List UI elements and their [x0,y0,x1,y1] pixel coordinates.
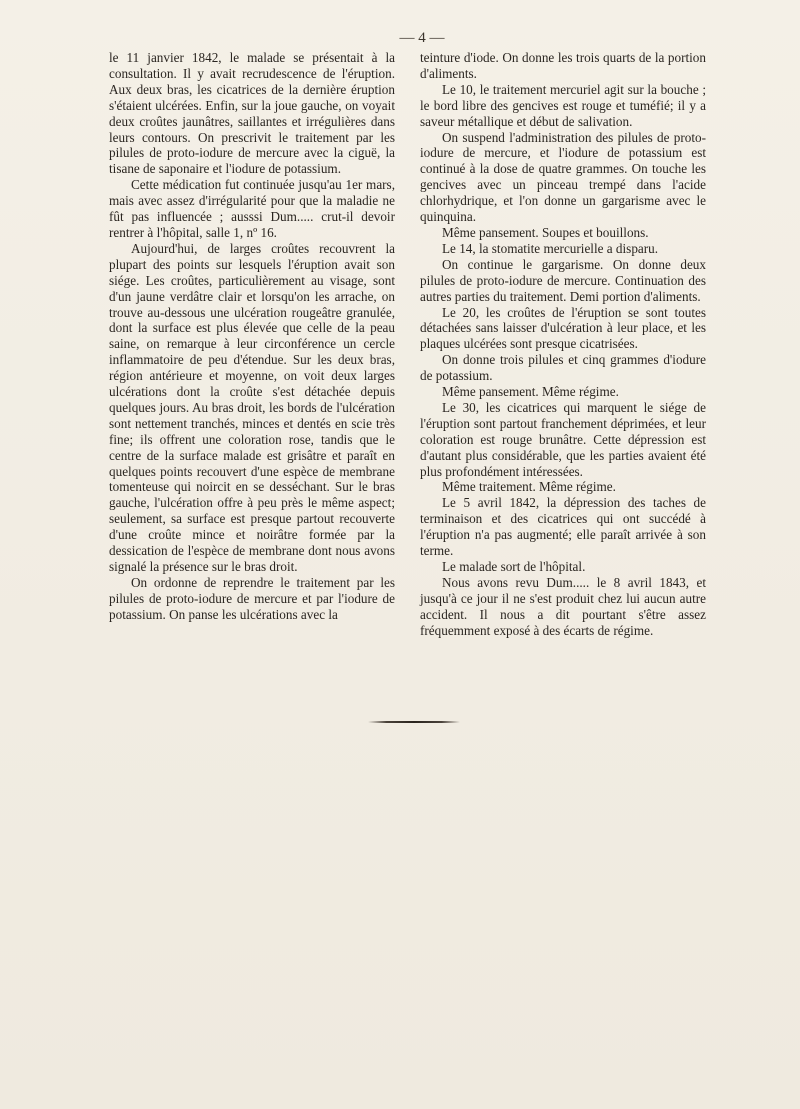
paragraph: Cette médication fut continuée jusqu'au 1er mars, mais avec assez d'irrégularité pour que la maladie ne fût pas influencée ; ausssi Dum..... crut-il devoir rentrer à l'hôpital, salle 1, nº 16. [109,177,395,240]
paragraph: le 11 janvier 1842, le malade se présentait à la consultation. Il y avait recrudescence de l'éruption. Aux deux bras, les cicatrices de la dernière éruption s'étaient ulcérées. Enfin, sur la joue gauche, on voyait deux croûtes jaunâtres, saillantes et irrégulières dans leurs contours. On prescrivit le traitement par les pilules de proto-iodure de mercure avec la ciguë, la tisane de saponaire et l'iodure de potassium. [109,50,395,177]
paragraph: On donne trois pilules et cinq grammes d'iodure de potassium. [420,352,706,384]
paragraph: Le 5 avril 1842, la dépression des taches de terminaison et des cicatrices qui ont succédé à l'éruption n'a pas augmenté; elle paraît arrivée à son terme. [420,495,706,559]
paragraph: Le 20, les croûtes de l'éruption se sont toutes détachées sans laisser d'ulcération à leur place, et les plaques ulcérées sont presque cicatrisées. [420,304,706,352]
paragraph: Le malade sort de l'hôpital. [442,559,586,574]
paragraph: On continue le gargarisme. On donne deux pilules de proto-iodure de mercure. Continuation des autres parties du traitement. Demi portion d'aliments. [420,256,706,304]
paragraph: Même pansement. Même régime. [442,384,619,400]
right-text-column [420,50,706,639]
page-number: — 4 — [399,30,445,46]
left-text-column [109,50,395,623]
paragraph: Nous avons revu Dum..... le 8 avril 1843, et jusqu'à ce jour il ne s'est produit chez lui aucun autre accident. Il nous a dit pourtant s'être assez fréquemment exposé à des écarts de régime. [420,574,706,638]
paragraph: Le 30, les cicatrices qui marquent le siége de l'éruption sont partout franchement déprimées, et leur coloration est rouge brunâtre. Cette dépression est d'autant plus considérable, que les parties avaient été plus profondément intéressées. [420,399,706,479]
paragraph: Le 10, le traitement mercuriel agit sur la bouche ; le bord libre des gencives est rouge et tuméfié; il y a saveur métallique et début de salivation. [420,81,706,129]
paragraph: On ordonne de reprendre le traitement par les pilules de proto-iodure de mercure et par l'iodure de potassium. On panse les ulcérations avec la [109,574,395,622]
paragraph: Aujourd'hui, de larges croûtes recouvrent la plupart des points sur lesquels l'éruption avait son siége. Les croûtes, particulièrement au visage, sont d'un jaune verdâtre clair et lorsqu'on les arrache, on trouve au-dessous une ulcération rougeâtre granulée, dont la surface est plus élevée que celle de la peau saine, on remarque à leur circonférence un cercle inflammatoire de peu d'étendue. Sur les deux bras, région antérieure et moyenne, on voit deux larges ulcérations dont la croûte s'est détachée depuis quelques jours. Au bras droit, les bords de l'ulcération sont nettement tranchés, minces et dentés en scie très fine; ils offrent une coloration rose, tandis que le centre de la surface malade est grisâtre et paraît en quelques points recouvert d'une espèce de membrane tomenteuse qui noircit en se desséchant. Sur le bras gauche, l'ulcération offre à peu près le même aspect; seulement, sa surface est presque partout recouverte d'une croûte mince et noirâtre formée par la dessication de l'espèce de membrane dont nous avons signalé la présence sur le bras droit. [109,240,395,574]
paragraph: teinture d'iode. On donne les trois quarts de la portion d'aliments. [420,50,706,81]
end-ornament-rule [368,721,460,723]
paragraph: On suspend l'administration des pilules de proto-iodure de mercure, et l'iodure de potassium est continué à la dose de quatre grammes. On touche les gencives avec un pinceau trempé dans l'acide chlorhydrique, et l'on donne un gargarisme avec le quinquina. [420,129,706,225]
paragraph: Même traitement. Même régime. [442,479,616,495]
paragraph: Le 14, la stomatite mercurielle a disparu. [442,240,659,256]
paragraph: Même pansement. Soupes et bouillons. [442,224,649,240]
